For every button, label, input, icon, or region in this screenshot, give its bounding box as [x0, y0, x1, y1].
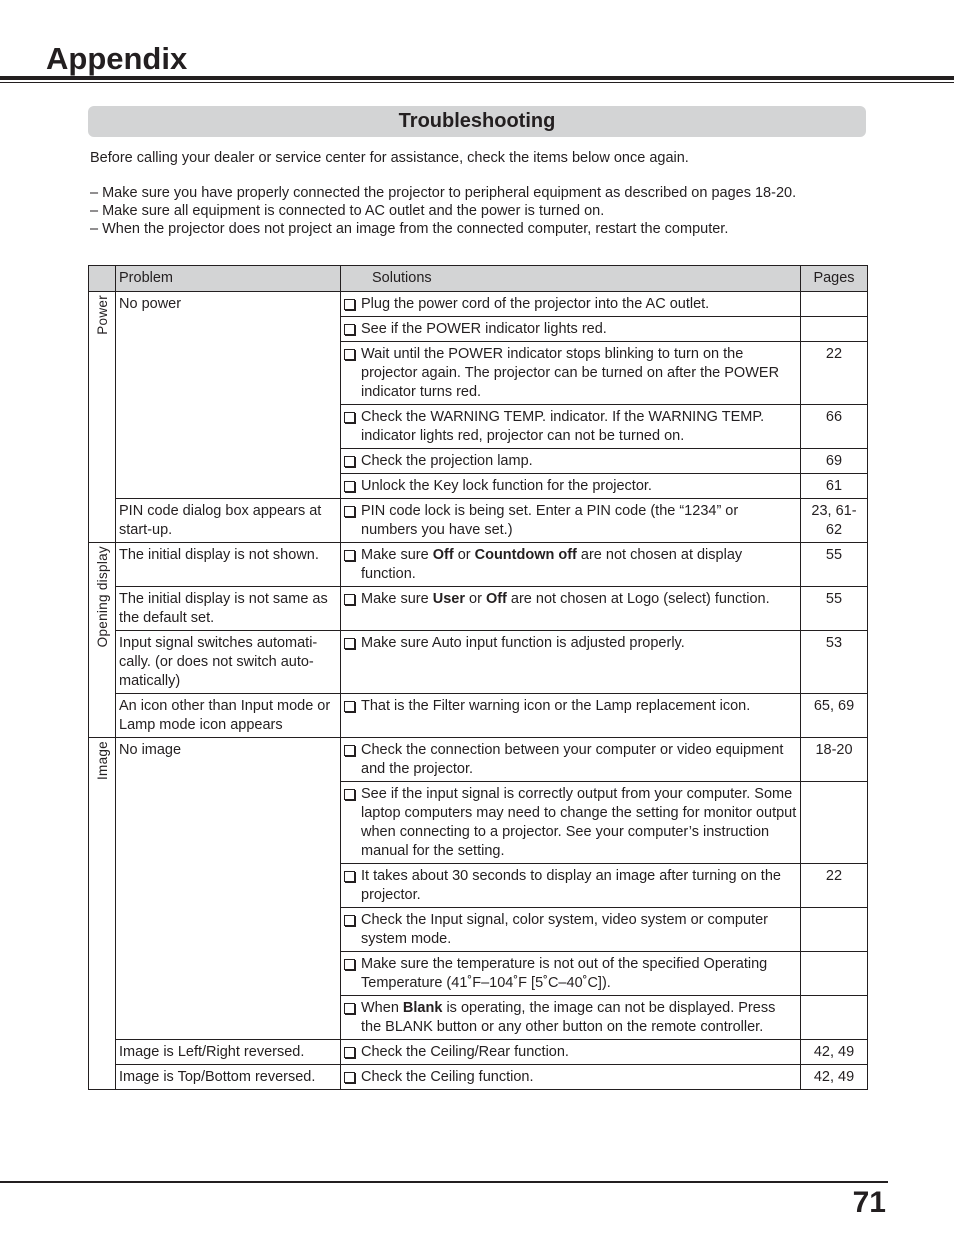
- problem-cell: Image is Top/Bottom reversed.: [116, 1065, 341, 1090]
- solutions-header: Solutions: [341, 266, 801, 292]
- header-rule-thin: [0, 82, 954, 83]
- checkbox-icon: [344, 745, 355, 756]
- pages-cell: 22: [801, 864, 868, 908]
- checkbox-icon: [344, 506, 355, 517]
- checkbox-icon: [344, 324, 355, 335]
- pages-cell: 55: [801, 543, 868, 587]
- solution-text: Check the connection between your computer or video equipment and the projector.: [361, 742, 784, 777]
- solution-text: Make sure Off or Countdown off are not chosen at display function.: [361, 547, 743, 582]
- problem-cell: No power: [116, 292, 341, 499]
- solution-text: PIN code lock is being set. Enter a PIN code (the “1234” or numbers you have set.): [361, 503, 739, 538]
- pages-cell: [801, 317, 868, 342]
- solution-cell: [341, 864, 801, 908]
- solution-cell: [341, 908, 801, 952]
- section-title: Troubleshooting: [88, 106, 866, 137]
- solution-text: Make sure Auto input function is adjusted properly.: [361, 635, 685, 651]
- solution-cell: [341, 1040, 801, 1065]
- checkbox-icon: [344, 349, 355, 360]
- pages-cell: 18-20: [801, 738, 868, 782]
- pages-cell: 69: [801, 449, 868, 474]
- checkbox-icon: [344, 1003, 355, 1014]
- solution-text: When Blank is operating, the image can not be displayed. Press the BLANK button or any other button on the remote controller.: [361, 1000, 776, 1035]
- checkbox-icon: [344, 481, 355, 492]
- checkbox-icon: [344, 701, 355, 712]
- solution-cell: [341, 474, 801, 499]
- checkbox-icon: [344, 789, 355, 800]
- checkbox-icon: [344, 915, 355, 926]
- pages-cell: [801, 996, 868, 1040]
- problem-header: Problem: [116, 266, 341, 292]
- solution-cell: [341, 952, 801, 996]
- table-row: [89, 543, 868, 587]
- checkbox-icon: [344, 1047, 355, 1058]
- solution-text: Check the WARNING TEMP. indicator. If the WARNING TEMP. indicator lights red, projector can not be turned on.: [361, 409, 765, 444]
- checkbox-icon: [344, 959, 355, 970]
- table-row: [89, 587, 868, 631]
- pages-cell: 23, 61-62: [801, 499, 868, 543]
- check-item: – Make sure you have properly connected the projector to peripheral equipment as described on pages 18-20.: [90, 185, 797, 201]
- problem-cell: The initial display is not same as the default set.: [116, 587, 341, 631]
- checkbox-icon: [344, 1072, 355, 1083]
- chapter-title: Appendix: [46, 41, 188, 76]
- solution-cell: [341, 782, 801, 864]
- header-rule: [0, 76, 954, 80]
- table-row: [89, 292, 868, 317]
- solution-text: Check the Input signal, color system, video system or computer system mode.: [361, 912, 768, 947]
- checkbox-icon: [344, 638, 355, 649]
- table-row: [89, 1040, 868, 1065]
- check-list: [90, 184, 796, 238]
- category-label: Power: [94, 295, 110, 335]
- category-label: Opening display: [94, 546, 110, 648]
- solution-text: Check the Ceiling/Rear function.: [361, 1044, 569, 1060]
- table-row: [89, 738, 868, 782]
- solution-cell: [341, 543, 801, 587]
- pages-cell: [801, 782, 868, 864]
- pages-cell: [801, 908, 868, 952]
- solution-text: Check the Ceiling function.: [361, 1069, 534, 1085]
- solution-cell: [341, 631, 801, 694]
- solution-text: See if the POWER indicator lights red.: [361, 321, 607, 337]
- checkbox-icon: [344, 412, 355, 423]
- checkbox-icon: [344, 550, 355, 561]
- pages-cell: 65, 69: [801, 694, 868, 738]
- solution-text: Plug the power cord of the projector into the AC outlet.: [361, 296, 710, 312]
- table-row: [89, 499, 868, 543]
- problem-cell: Input signal switches automati-cally. (or does not switch auto-matically): [116, 631, 341, 694]
- category-power: [89, 292, 116, 543]
- intro-text: Before calling your dealer or service center for assistance, check the items below once again.: [90, 150, 689, 166]
- category-opening-display: [89, 543, 116, 738]
- solution-text: It takes about 30 seconds to display an image after turning on the projector.: [361, 868, 781, 903]
- table-row: [89, 631, 868, 694]
- problem-cell: An icon other than Input mode or Lamp mode icon appears: [116, 694, 341, 738]
- pages-cell: [801, 292, 868, 317]
- solution-text: Make sure the temperature is not out of the specified Operating Temperature (41˚F–104˚F [5˚C–40˚C]).: [361, 956, 768, 991]
- solution-cell: [341, 317, 801, 342]
- solution-cell: [341, 694, 801, 738]
- troubleshooting-table: [88, 265, 868, 1090]
- solution-cell: [341, 292, 801, 317]
- solution-cell: [341, 1065, 801, 1090]
- checkbox-icon: [344, 299, 355, 310]
- pages-cell: 61: [801, 474, 868, 499]
- solution-text: That is the Filter warning icon or the Lamp replacement icon.: [361, 698, 751, 714]
- problem-cell: No image: [116, 738, 341, 1040]
- pages-cell: 53: [801, 631, 868, 694]
- solution-cell: [341, 499, 801, 543]
- pages-cell: 42, 49: [801, 1040, 868, 1065]
- category-header: [89, 266, 116, 292]
- pages-cell: 66: [801, 405, 868, 449]
- solution-cell: [341, 738, 801, 782]
- solution-cell: [341, 342, 801, 405]
- solution-text: Make sure User or Off are not chosen at Logo (select) function.: [361, 591, 770, 607]
- solution-cell: [341, 996, 801, 1040]
- pages-cell: [801, 952, 868, 996]
- category-image: [89, 738, 116, 1090]
- solution-text: See if the input signal is correctly output from your computer. Some laptop computers may need to change the setting for monitor output when connecting to a projector. See your computer’s instruction manual for the setting.: [361, 786, 797, 859]
- pages-cell: 55: [801, 587, 868, 631]
- problem-cell: PIN code dialog box appears at start-up.: [116, 499, 341, 543]
- category-label: Image: [94, 741, 110, 781]
- problem-cell: Image is Left/Right reversed.: [116, 1040, 341, 1065]
- pages-header: Pages: [801, 266, 868, 292]
- table-row: [89, 694, 868, 738]
- solution-text: Check the projection lamp.: [361, 453, 533, 469]
- solution-text: Wait until the POWER indicator stops blinking to turn on the projector again. The projector can be turned on after the POWER indicator turns red.: [361, 346, 780, 400]
- solution-text: Unlock the Key lock function for the projector.: [361, 478, 652, 494]
- checkbox-icon: [344, 594, 355, 605]
- solution-cell: [341, 405, 801, 449]
- solution-cell: [341, 587, 801, 631]
- table-header-row: [89, 266, 868, 292]
- check-item: – Make sure all equipment is connected to AC outlet and the power is turned on.: [90, 203, 605, 219]
- footer-rule: [0, 1181, 888, 1183]
- checkbox-icon: [344, 456, 355, 467]
- pages-cell: 22: [801, 342, 868, 405]
- check-item: – When the projector does not project an image from the connected computer, restart the computer.: [90, 221, 729, 237]
- checkbox-icon: [344, 871, 355, 882]
- pages-cell: 42, 49: [801, 1065, 868, 1090]
- table-row: [89, 1065, 868, 1090]
- page-number: 71: [852, 1186, 886, 1219]
- solution-cell: [341, 449, 801, 474]
- problem-cell: The initial display is not shown.: [116, 543, 341, 587]
